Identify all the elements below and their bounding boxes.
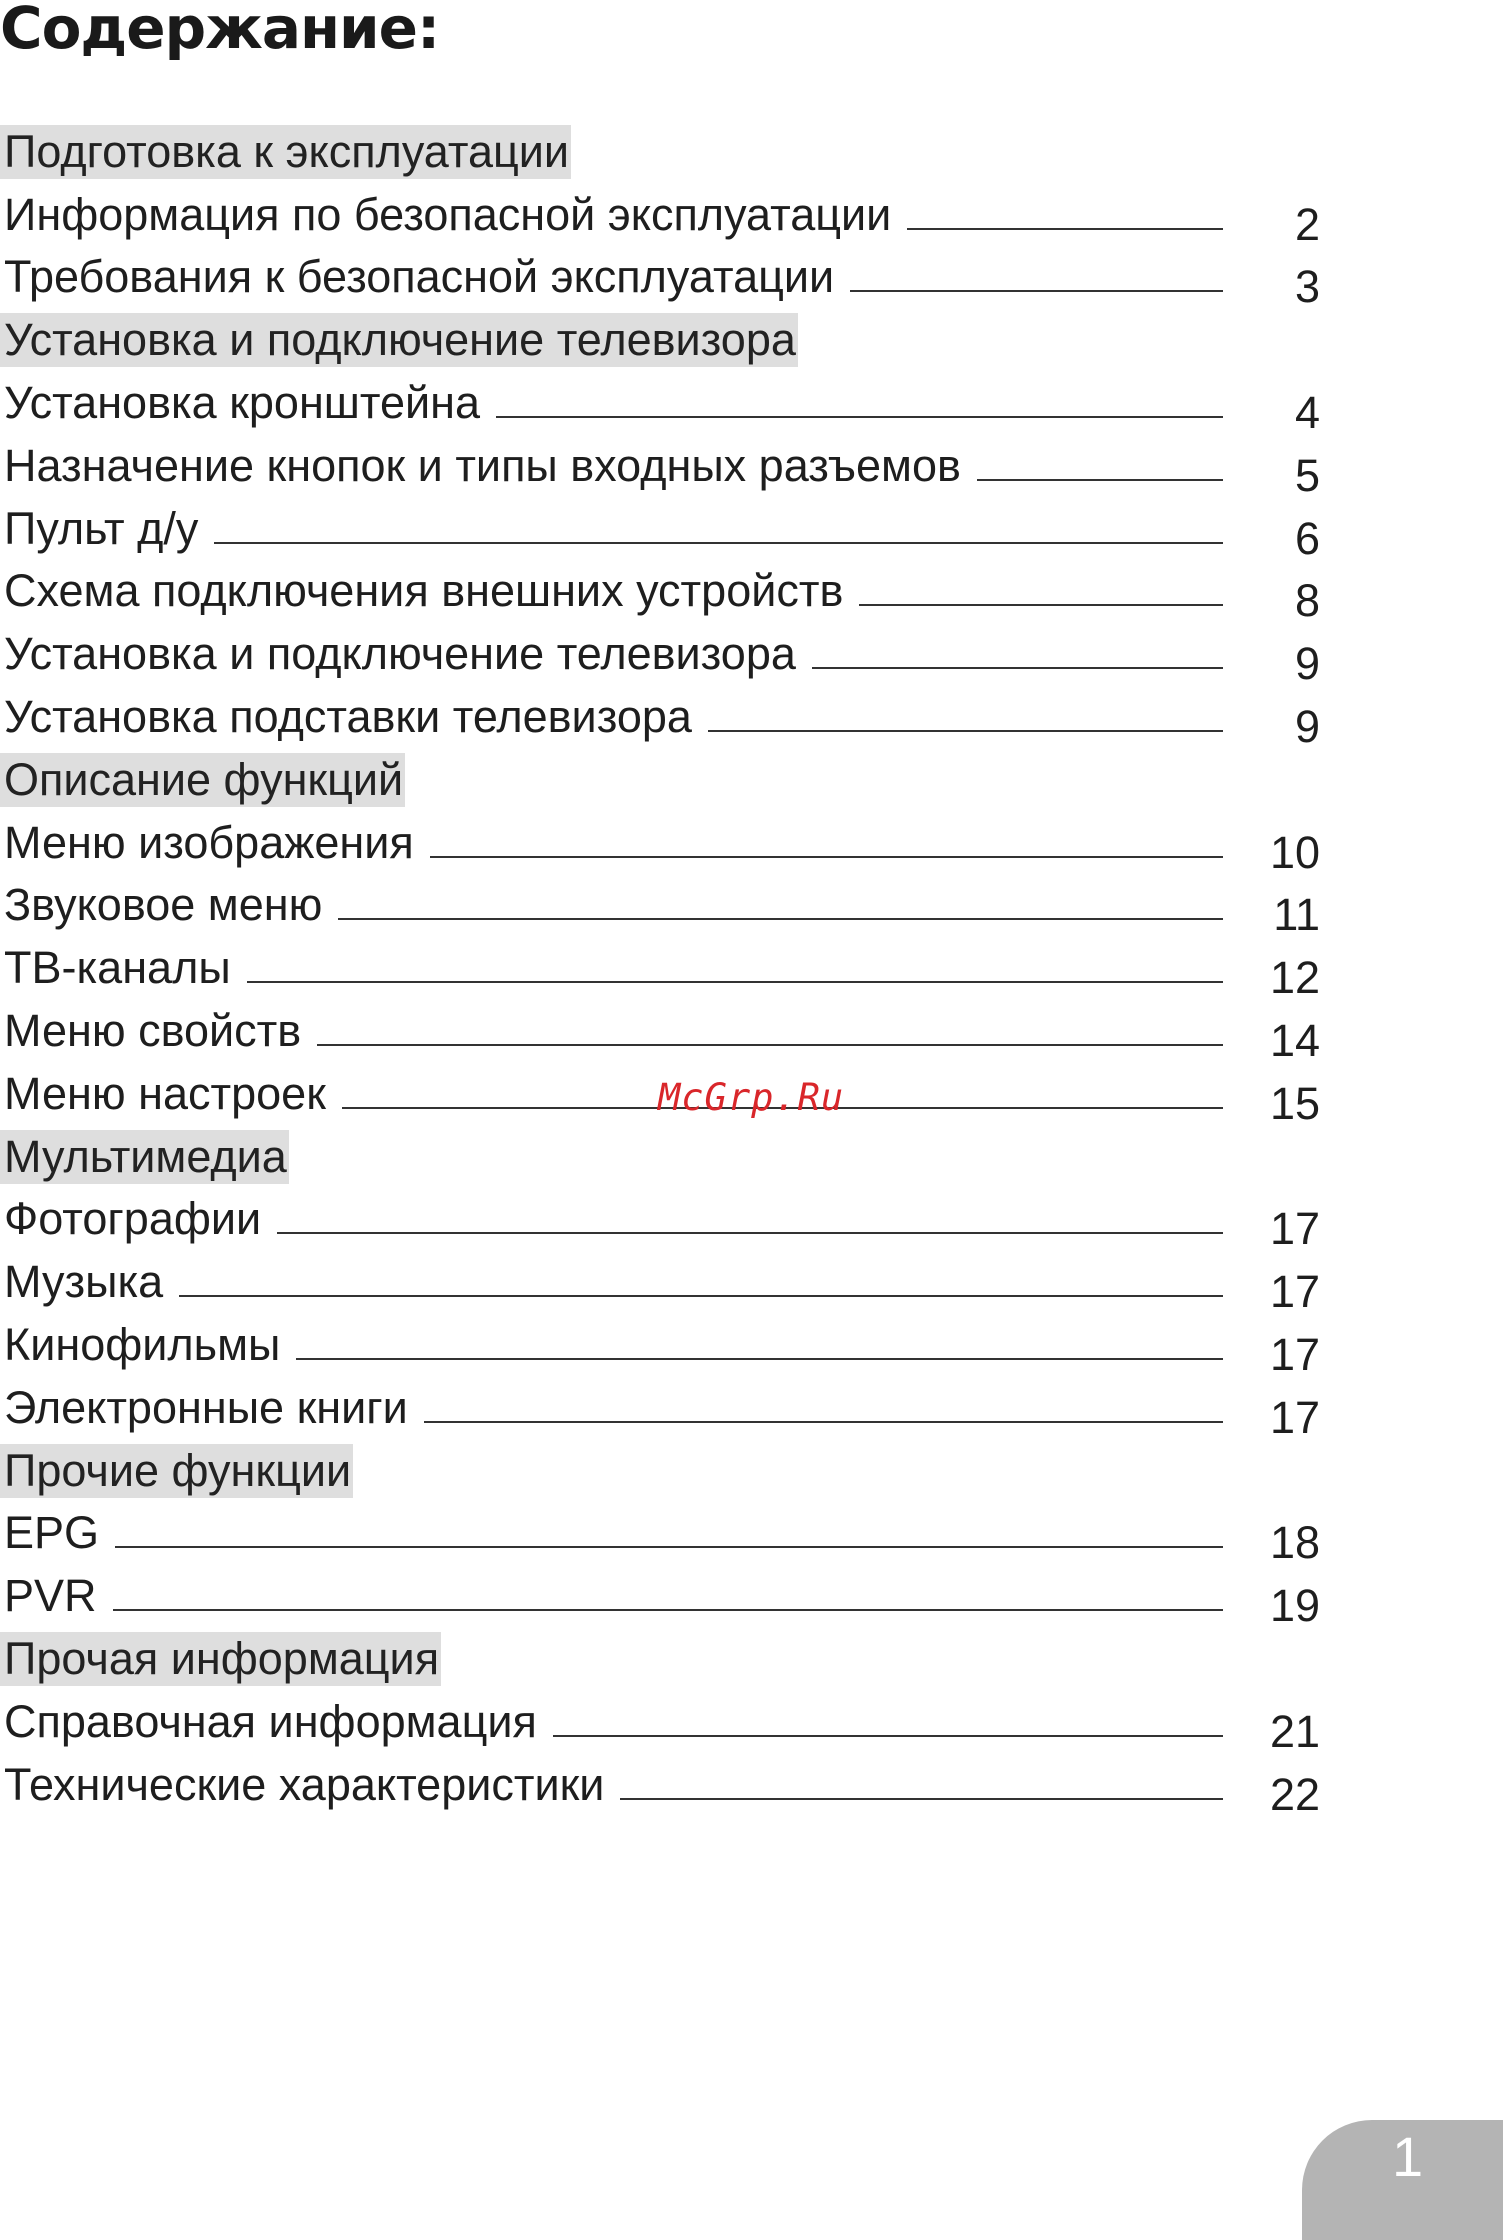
table-of-contents	[0, 116, 1320, 1820]
toc-entry-title: Звуковое меню	[4, 879, 323, 931]
toc-entry	[0, 995, 1320, 1066]
toc-entry-page: 22	[1269, 1768, 1320, 1820]
toc-entry-page: 11	[1273, 889, 1320, 941]
toc-leader-line	[179, 1295, 1223, 1297]
toc-entry-page: 3	[1294, 261, 1320, 313]
toc-entry-page: 17	[1269, 1391, 1320, 1443]
toc-entry	[0, 1372, 1320, 1443]
toc-leader-line	[430, 856, 1223, 858]
toc-leader-line	[708, 730, 1223, 732]
toc-leader-line	[496, 416, 1223, 418]
toc-entry	[0, 681, 1320, 752]
toc-entry-title: Установка кронштейна	[4, 376, 481, 428]
toc-entry-page: 6	[1294, 512, 1320, 564]
toc-entry	[0, 367, 1320, 438]
toc-entry-page: 21	[1269, 1705, 1320, 1757]
toc-section-row	[0, 116, 1320, 179]
toc-entry-page: 5	[1294, 449, 1320, 501]
watermark: McGrp.Ru	[658, 1076, 845, 1119]
toc-entry	[0, 807, 1320, 878]
toc-entry-title: EPG	[4, 1507, 100, 1559]
toc-leader-line	[850, 290, 1223, 292]
toc-entry-title: Музыка	[4, 1256, 164, 1308]
toc-leader-line	[553, 1735, 1223, 1737]
toc-entry-title: Меню свойств	[4, 1004, 302, 1056]
toc-entry	[0, 618, 1320, 690]
toc-entry-page: 15	[1269, 1077, 1320, 1129]
toc-leader-line	[115, 1546, 1223, 1548]
toc-leader-line	[214, 542, 1223, 544]
toc-entry	[0, 1246, 1320, 1318]
toc-entry-title: Справочная информация	[4, 1695, 537, 1747]
toc-entry	[0, 1560, 1320, 1632]
toc-section-heading: Описание функций	[0, 753, 405, 807]
toc-entry-page: 10	[1269, 826, 1320, 878]
toc-entry-title: Требования к безопасной эксплуатации	[4, 251, 835, 303]
toc-entry-title: PVR	[4, 1570, 97, 1622]
toc-entry	[0, 1749, 1320, 1820]
toc-section-heading: Прочая информация	[0, 1632, 441, 1686]
toc-leader-line	[338, 918, 1223, 920]
toc-entry	[0, 1309, 1320, 1380]
toc-entry	[0, 179, 1320, 250]
toc-section-heading: Мультимедиа	[0, 1130, 289, 1184]
toc-entry	[0, 242, 1320, 313]
toc-leader-line	[296, 1358, 1223, 1360]
toc-entry-page: 4	[1294, 386, 1320, 438]
toc-entry-page: 18	[1269, 1517, 1320, 1569]
toc-section-row	[0, 1623, 1320, 1686]
toc-entry-page: 17	[1269, 1328, 1320, 1380]
toc-entry-page: 2	[1294, 198, 1320, 250]
toc-section-row	[0, 744, 1320, 807]
toc-entry-page: 17	[1269, 1266, 1320, 1318]
toc-entry	[0, 870, 1320, 941]
toc-entry-page: 8	[1294, 575, 1320, 627]
toc-entry-page: 17	[1269, 1203, 1320, 1255]
toc-entry-page: 19	[1269, 1580, 1320, 1632]
toc-entry-title: ТВ-каналы	[4, 942, 231, 994]
toc-entry-title: Электронные книги	[4, 1381, 408, 1433]
toc-leader-line	[620, 1798, 1223, 1800]
toc-entry-title: Фотографии	[4, 1193, 262, 1245]
toc-entry-page: 9	[1294, 700, 1320, 752]
toc-leader-line	[277, 1232, 1223, 1234]
toc-entry	[0, 1184, 1320, 1255]
toc-entry	[0, 1686, 1320, 1757]
toc-section-row	[0, 1435, 1320, 1498]
toc-section-heading: Прочие функции	[0, 1444, 353, 1498]
toc-section-row	[0, 304, 1320, 367]
toc-entry-title: Схема подключения внешних устройств	[4, 565, 844, 617]
toc-leader-line	[812, 667, 1223, 669]
toc-section-heading: Подготовка к эксплуатации	[0, 125, 571, 179]
toc-entry-title: Пульт д/у	[4, 502, 199, 554]
toc-leader-line	[907, 228, 1223, 230]
toc-entry-page: 12	[1269, 952, 1320, 1004]
toc-entry-title: Меню изображения	[4, 816, 414, 868]
toc-leader-line	[424, 1421, 1223, 1423]
toc-entry-title: Информация по безопасной эксплуатации	[4, 188, 892, 240]
toc-entry	[0, 493, 1320, 564]
toc-leader-line	[317, 1044, 1223, 1046]
toc-entry	[0, 430, 1320, 501]
toc-section-row	[0, 1121, 1320, 1184]
toc-entry	[0, 932, 1320, 1004]
toc-entry-page: 9	[1294, 638, 1320, 690]
toc-leader-line	[859, 604, 1223, 606]
toc-entry-page: 14	[1269, 1014, 1320, 1066]
page-title: Содержание:	[0, 0, 440, 62]
toc-entry-title: Технические характеристики	[4, 1758, 605, 1810]
page-number: 1	[1392, 2125, 1424, 2188]
toc-leader-line	[247, 981, 1223, 983]
toc-section-heading: Установка и подключение телевизора	[0, 313, 798, 367]
toc-entry-title: Назначение кнопок и типы входных разъемов	[4, 439, 961, 491]
toc-entry-title: Кинофильмы	[4, 1318, 281, 1370]
toc-entry	[0, 1498, 1320, 1569]
toc-entry-title: Меню настроек	[4, 1067, 326, 1119]
toc-entry-title: Установка подставки телевизора	[4, 690, 692, 742]
toc-leader-line	[113, 1609, 1223, 1611]
toc-entry	[0, 556, 1320, 627]
toc-leader-line	[977, 479, 1223, 481]
toc-entry-title: Установка и подключение телевизора	[4, 628, 796, 680]
